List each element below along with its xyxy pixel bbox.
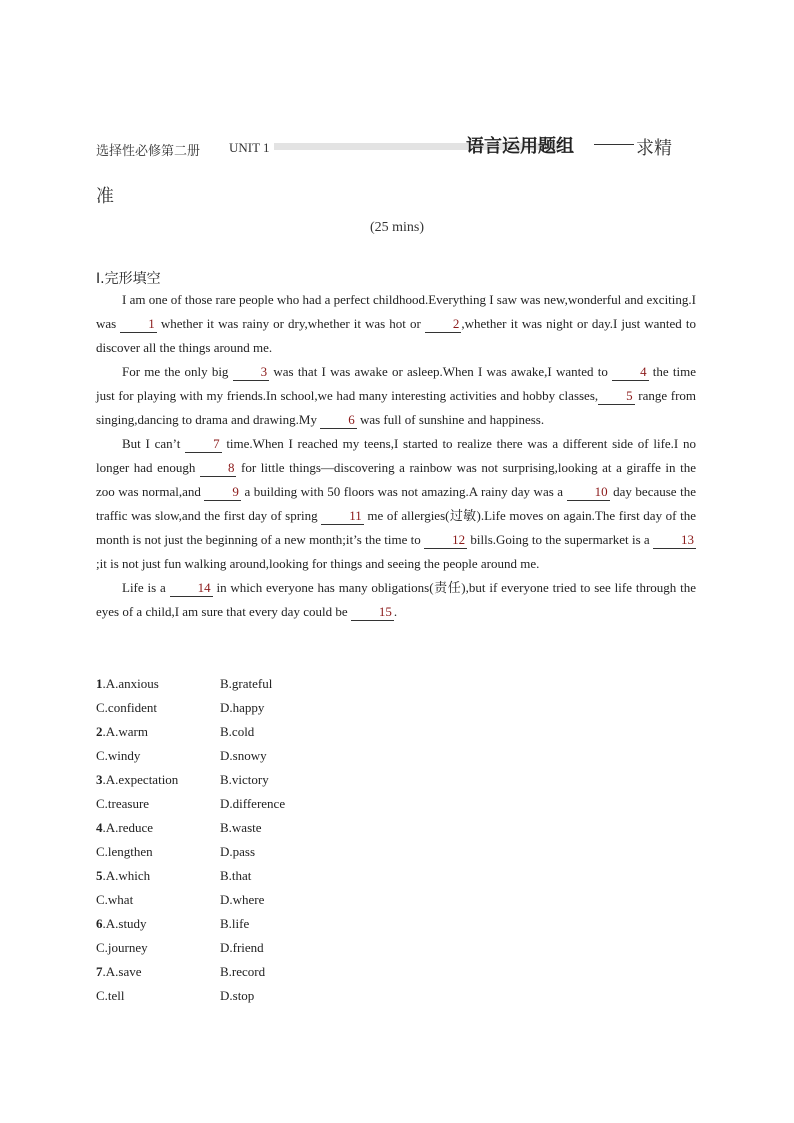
question-number: 4 [96, 820, 103, 835]
question-number: 5 [96, 868, 103, 883]
option-a [96, 672, 159, 696]
option-row [96, 768, 496, 792]
answer-options [96, 672, 496, 1008]
blank-8: 8 [200, 460, 237, 477]
option-b: B.that [220, 868, 252, 883]
paragraph-4 [96, 576, 696, 624]
option-b: B.life [220, 916, 250, 931]
option-c: C.lengthen [96, 844, 153, 859]
option-c: C.tell [96, 988, 125, 1003]
blank-13: 13 [653, 532, 696, 549]
option-a-text: .A.save [102, 964, 142, 979]
page-subtitle: 求精 [636, 138, 672, 159]
option-row [96, 984, 496, 1008]
option-row [96, 912, 496, 936]
text-segment: ,whether it was night or day.I just wanted to discover all the things around me. [96, 316, 696, 355]
section-title: Ⅰ.完形填空 [96, 271, 161, 287]
option-a-text: .A.expectation [102, 772, 179, 787]
option-row [96, 696, 496, 720]
blank-4: 4 [612, 364, 649, 381]
option-a [96, 816, 153, 840]
text-segment: was that I was awake or asleep.When I was awake,I wanted to [269, 364, 613, 379]
text-segment: was full of sunshine and happiness. [356, 412, 545, 427]
blank-15: 15 [351, 604, 394, 621]
page-title: 语言运用题组 [466, 136, 574, 157]
text-segment: a building with 50 floors was not amazing.A rainy day was a [240, 484, 567, 499]
question-number: 6 [96, 916, 103, 931]
option-row [96, 960, 496, 984]
text-segment: me of allergies(过敏).Life moves on again.The first day of the month is not just the beginning of a new month;it’s the time to [96, 508, 697, 547]
text-segment: whether it was rainy or dry,whether it was hot or [156, 316, 425, 331]
option-a-text: .A.anxious [102, 676, 159, 691]
option-b: B.victory [220, 772, 269, 787]
text-segment: in which everyone has many obligations(责任),but if everyone tried to see life through the eyes of a child,I am sure that every day could be [96, 580, 696, 619]
option-row [96, 840, 496, 864]
text-segment: . [393, 604, 398, 619]
book-label: 选择性必修第二册 [96, 143, 201, 158]
option-row [96, 720, 496, 744]
option-c: C.windy [96, 748, 141, 763]
text-segment: For me the only big [122, 364, 233, 379]
paragraph-1 [96, 288, 696, 360]
blank-3: 3 [233, 364, 270, 381]
option-row [96, 864, 496, 888]
option-c: C.journey [96, 940, 148, 955]
unit-label: UNIT 1 [229, 140, 270, 155]
option-row [96, 672, 496, 696]
option-row [96, 744, 496, 768]
blank-2: 2 [425, 316, 462, 333]
text-segment: ;it is not just fun walking around,looking for things and seeing the people around me. [96, 556, 540, 571]
text-segment: But I can’t [122, 436, 186, 451]
option-d: D.friend [220, 940, 264, 955]
text-segment: day because the traffic was slow,and the first day of spring [96, 484, 696, 523]
option-a [96, 720, 148, 744]
option-c: C.treasure [96, 796, 150, 811]
option-c: C.what [96, 892, 134, 907]
option-row [96, 816, 496, 840]
question-number: 1 [96, 676, 103, 691]
option-a [96, 864, 150, 888]
title-dash [594, 144, 634, 145]
option-d: D.snowy [220, 748, 267, 763]
option-b: B.cold [220, 724, 255, 739]
option-row [96, 888, 496, 912]
text-segment: range from singing,dancing to drama and drawing.My [96, 388, 697, 427]
option-d: D.happy [220, 700, 265, 715]
blank-9: 9 [204, 484, 241, 501]
time-note: (25 mins) [369, 220, 425, 235]
option-b: B.waste [220, 820, 262, 835]
blank-1: 1 [120, 316, 157, 333]
option-a [96, 768, 178, 792]
option-d: D.where [220, 892, 265, 907]
text-segment: the time just for playing with my friends.In school,we had many interesting activities and hobby classes, [96, 364, 696, 403]
text-segment: for little things—discovering a rainbow was not surprising,looking at a giraffe in the zoo was normal,and [96, 460, 696, 499]
text-segment: bills.Going to the supermarket is a [467, 532, 653, 547]
blank-11: 11 [321, 508, 364, 525]
text-segment: time.When I reached my teens,I started to realize there was a different side of life.I no longer had enough [96, 436, 696, 475]
question-number: 7 [96, 964, 103, 979]
option-row [96, 936, 496, 960]
question-number: 2 [96, 724, 103, 739]
question-number: 3 [96, 772, 103, 787]
option-d: D.stop [220, 988, 255, 1003]
text-segment: I am one of those rare people who had a perfect childhood.Everything I saw was new,wonderful and exciting.I was [96, 292, 696, 331]
option-a [96, 960, 142, 984]
blank-6: 6 [320, 412, 357, 429]
page-header [96, 132, 696, 162]
option-c: C.confident [96, 700, 158, 715]
cloze-passage [96, 288, 696, 624]
option-a-text: .A.which [102, 868, 151, 883]
option-d: D.pass [220, 844, 256, 859]
option-row [96, 792, 496, 816]
blank-12: 12 [424, 532, 467, 549]
blank-7: 7 [185, 436, 222, 453]
text-segment: Life is a [122, 580, 170, 595]
paragraph-3 [96, 432, 696, 576]
option-d: D.difference [220, 796, 286, 811]
paragraph-2 [96, 360, 696, 432]
page-subtitle-wrap: 准 [96, 186, 114, 207]
option-a [96, 912, 147, 936]
option-a-text: .A.warm [102, 724, 148, 739]
blank-5: 5 [598, 388, 635, 405]
option-a-text: .A.reduce [102, 820, 154, 835]
option-b: B.record [220, 964, 266, 979]
option-a-text: .A.study [102, 916, 147, 931]
option-b: B.grateful [220, 676, 273, 691]
blank-14: 14 [170, 580, 213, 597]
blank-10: 10 [567, 484, 610, 501]
